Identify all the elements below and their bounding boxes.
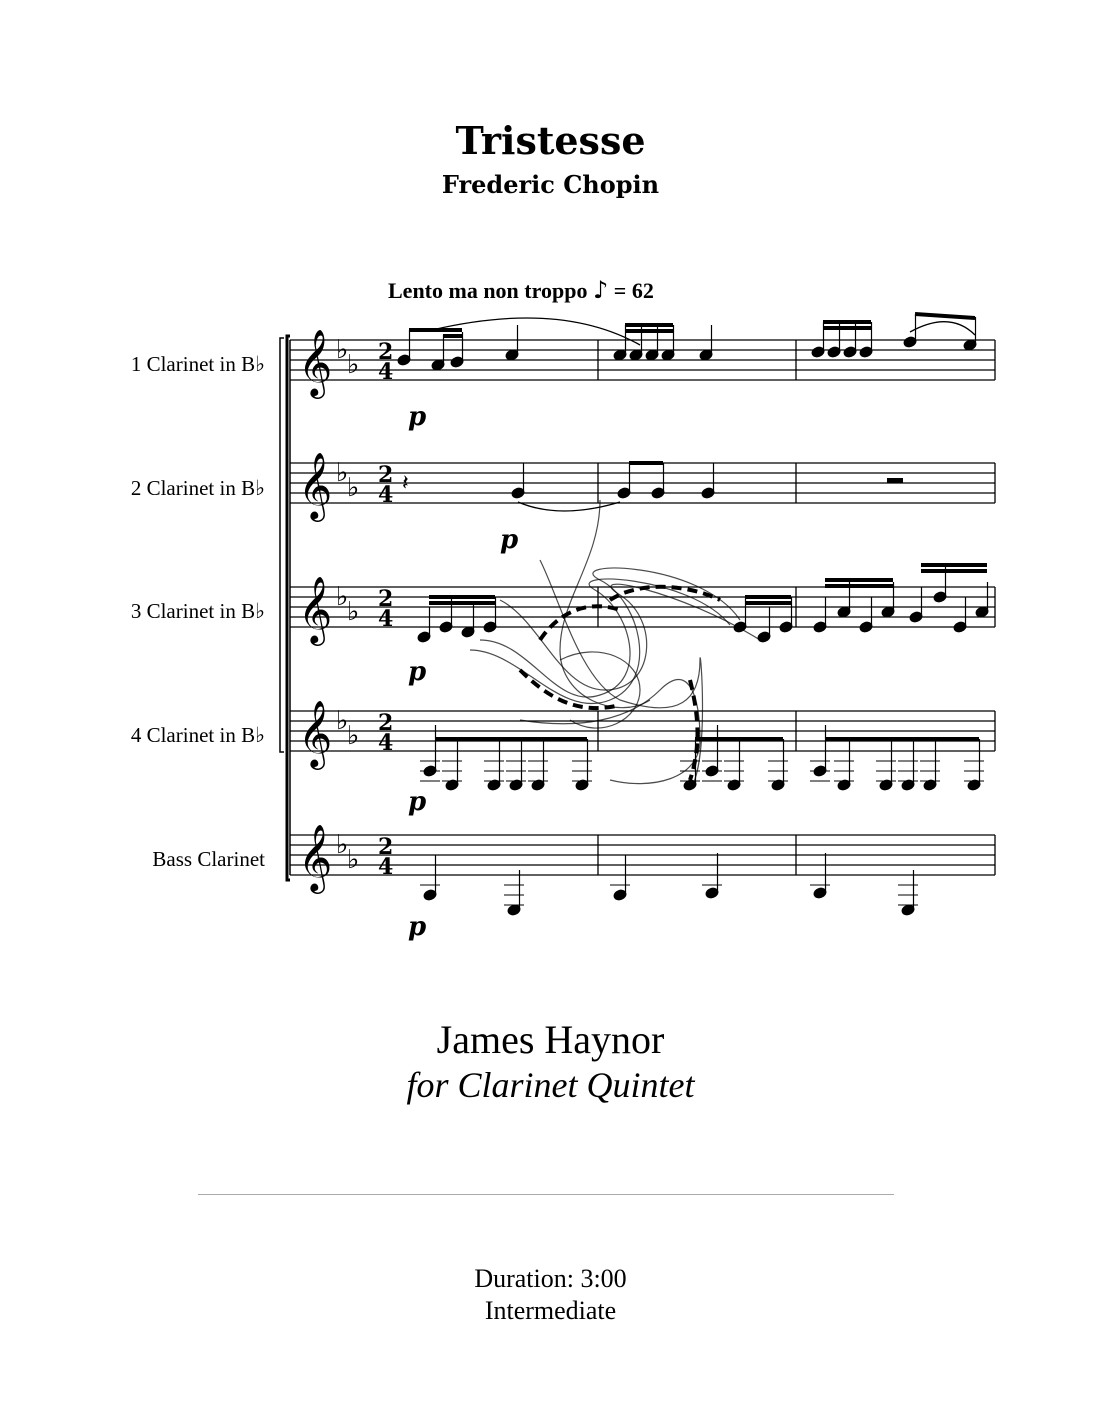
quarter-rest-icon: 𝄽 [402, 471, 409, 496]
ensemble-subtitle: for Clarinet Quintet [406, 1065, 695, 1105]
duration-text: Duration: 3:00 [474, 1264, 627, 1293]
arranger-name: James Haynor [436, 1017, 665, 1062]
dynamic-piano: p [408, 402, 427, 432]
system-brackets [280, 336, 290, 880]
time-signature-bottom: 4 [378, 359, 394, 385]
inner-bracket [280, 338, 284, 752]
time-signature-top: 2 [378, 586, 394, 612]
flat-icon: ♭ [347, 350, 360, 380]
beam [915, 314, 975, 318]
treble-clef-icon: 𝄞 [298, 451, 333, 519]
flat-icon: ♭ [336, 706, 349, 736]
dynamic-piano: p [408, 787, 427, 817]
treble-clef-icon: 𝄞 [298, 328, 333, 396]
eighth-note-icon: ♪ [592, 276, 609, 304]
tempo-text: Lento ma non troppo [388, 278, 588, 303]
difficulty-text: Intermediate [484, 1296, 617, 1325]
instrument-label-bass-clarinet: Bass Clarinet [152, 847, 265, 871]
score-title: Tristesse [455, 118, 646, 163]
time-signature-bottom: 4 [378, 482, 394, 508]
swirl-beam [540, 606, 620, 640]
whole-rest-icon [887, 478, 903, 483]
instrument-label-clarinet-1: 1 Clarinet in B♭ [130, 352, 265, 376]
flat-icon: ♭ [347, 473, 360, 503]
time-signature-top: 2 [378, 710, 394, 736]
swirl-curve [470, 568, 740, 704]
dynamic-piano: p [408, 912, 427, 942]
time-signature-top: 2 [378, 339, 394, 365]
tempo-value: = 62 [613, 278, 654, 303]
time-signature-bottom: 4 [378, 854, 394, 880]
dynamic-piano: p [500, 525, 519, 555]
swirl-curve [540, 560, 703, 790]
instrument-label-clarinet-4: 4 Clarinet in B♭ [130, 723, 265, 747]
flat-icon: ♭ [336, 335, 349, 365]
treble-clef-icon: 𝄞 [298, 823, 333, 891]
time-signature-top: 2 [378, 462, 394, 488]
divider-line [198, 1194, 894, 1195]
slur [432, 318, 640, 345]
flat-icon: ♭ [347, 597, 360, 627]
slur [910, 322, 975, 335]
time-signature-bottom: 4 [378, 606, 394, 632]
instrument-label-clarinet-3: 3 Clarinet in B♭ [130, 599, 265, 623]
time-signature-bottom: 4 [378, 730, 394, 756]
flat-icon: ♭ [347, 845, 360, 875]
flat-icon: ♭ [336, 582, 349, 612]
dynamic-piano: p [408, 657, 427, 687]
flat-icon: ♭ [336, 830, 349, 860]
notes [397, 314, 989, 916]
time-signature-top: 2 [378, 834, 394, 860]
flat-icon: ♭ [347, 721, 360, 751]
instrument-label-clarinet-2: 2 Clarinet in B♭ [130, 476, 265, 500]
treble-clef-icon: 𝄞 [298, 575, 333, 643]
treble-clef-icon: 𝄞 [298, 699, 333, 767]
clefs-and-signatures [298, 328, 393, 894]
composer-name: Frederic Chopin [441, 170, 660, 199]
flat-icon: ♭ [336, 458, 349, 488]
